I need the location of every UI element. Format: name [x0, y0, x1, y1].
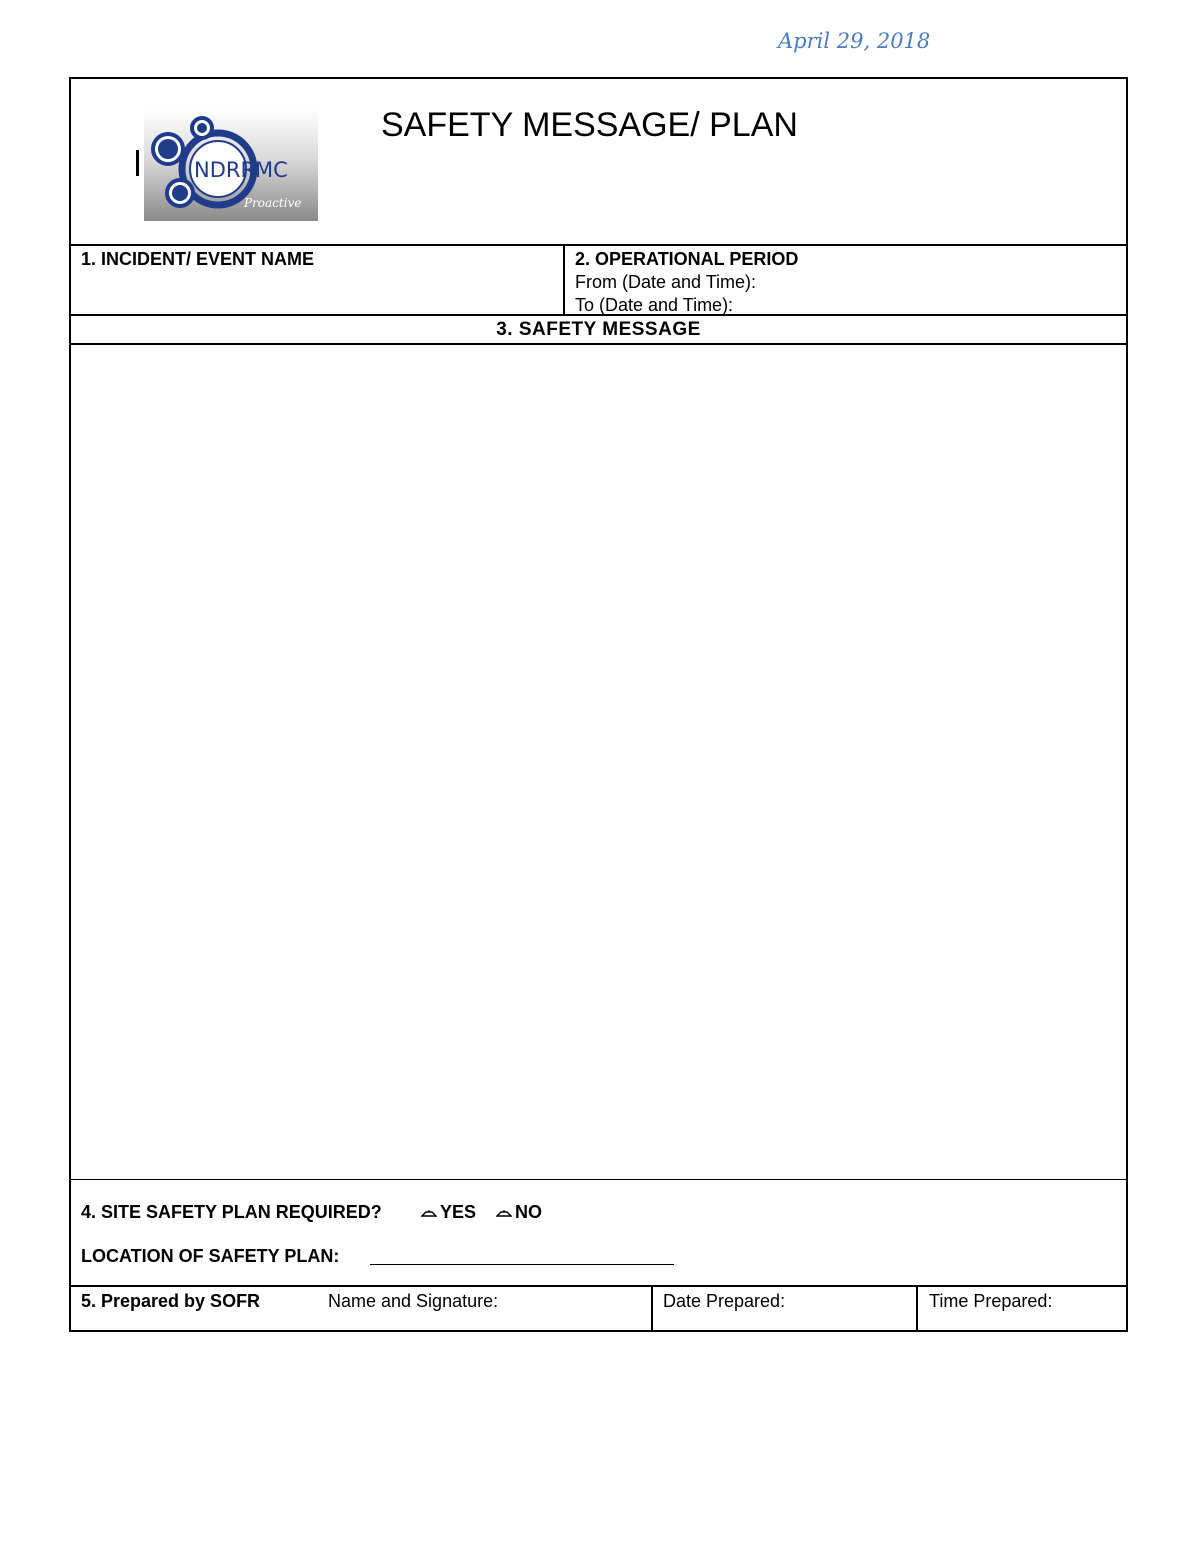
time-prepared-label: Time Prepared: — [929, 1291, 1053, 1311]
site-safety-plan-row — [71, 1180, 1126, 1287]
name-and-signature-label: Name and Signature: — [328, 1291, 499, 1311]
logo-text: NDRRMC — [194, 158, 288, 182]
date-prepared-label: Date Prepared: — [663, 1291, 786, 1311]
logo-tagline: Proactive — [244, 196, 302, 210]
prepared-by-cell[interactable] — [71, 1287, 653, 1332]
location-of-safety-plan-field[interactable] — [370, 1264, 674, 1265]
safety-message-area[interactable] — [71, 345, 1126, 1180]
operational-period-label: 2. OPERATIONAL PERIOD — [575, 249, 799, 269]
safety-message-header — [71, 316, 1126, 345]
no-option[interactable] — [496, 1202, 542, 1223]
yes-checkbox-icon[interactable] — [421, 1209, 437, 1217]
operational-period-cell[interactable] — [565, 246, 1126, 314]
form-header — [71, 79, 1126, 246]
yes-label: YES — [440, 1202, 477, 1222]
prepared-by-row — [71, 1287, 1126, 1332]
incident-event-name-cell[interactable] — [71, 246, 565, 314]
safety-message-form — [69, 77, 1128, 1332]
ndrrmc-logo — [144, 109, 318, 221]
no-label: NO — [515, 1202, 542, 1222]
text-cursor-mark — [136, 150, 139, 176]
incident-row — [71, 246, 1126, 316]
yes-option[interactable] — [421, 1202, 476, 1223]
location-of-safety-plan-label: LOCATION OF SAFETY PLAN: — [81, 1246, 340, 1266]
from-date-time-label: From (Date and Time): — [575, 272, 757, 292]
incident-event-name-label: 1. INCIDENT/ EVENT NAME — [81, 249, 315, 269]
form-title: SAFETY MESSAGE/ PLAN — [381, 106, 798, 144]
no-checkbox-icon[interactable] — [496, 1209, 512, 1217]
date-prepared-cell[interactable] — [653, 1287, 918, 1332]
time-prepared-cell[interactable] — [918, 1287, 1126, 1332]
prepared-by-label: 5. Prepared by SOFR — [81, 1291, 261, 1311]
site-safety-plan-question: 4. SITE SAFETY PLAN REQUIRED? — [81, 1202, 382, 1222]
safety-message-label: 3. SAFETY MESSAGE — [496, 319, 701, 340]
to-date-time-label: To (Date and Time): — [575, 295, 734, 315]
document-date: April 29, 2018 — [778, 29, 931, 53]
